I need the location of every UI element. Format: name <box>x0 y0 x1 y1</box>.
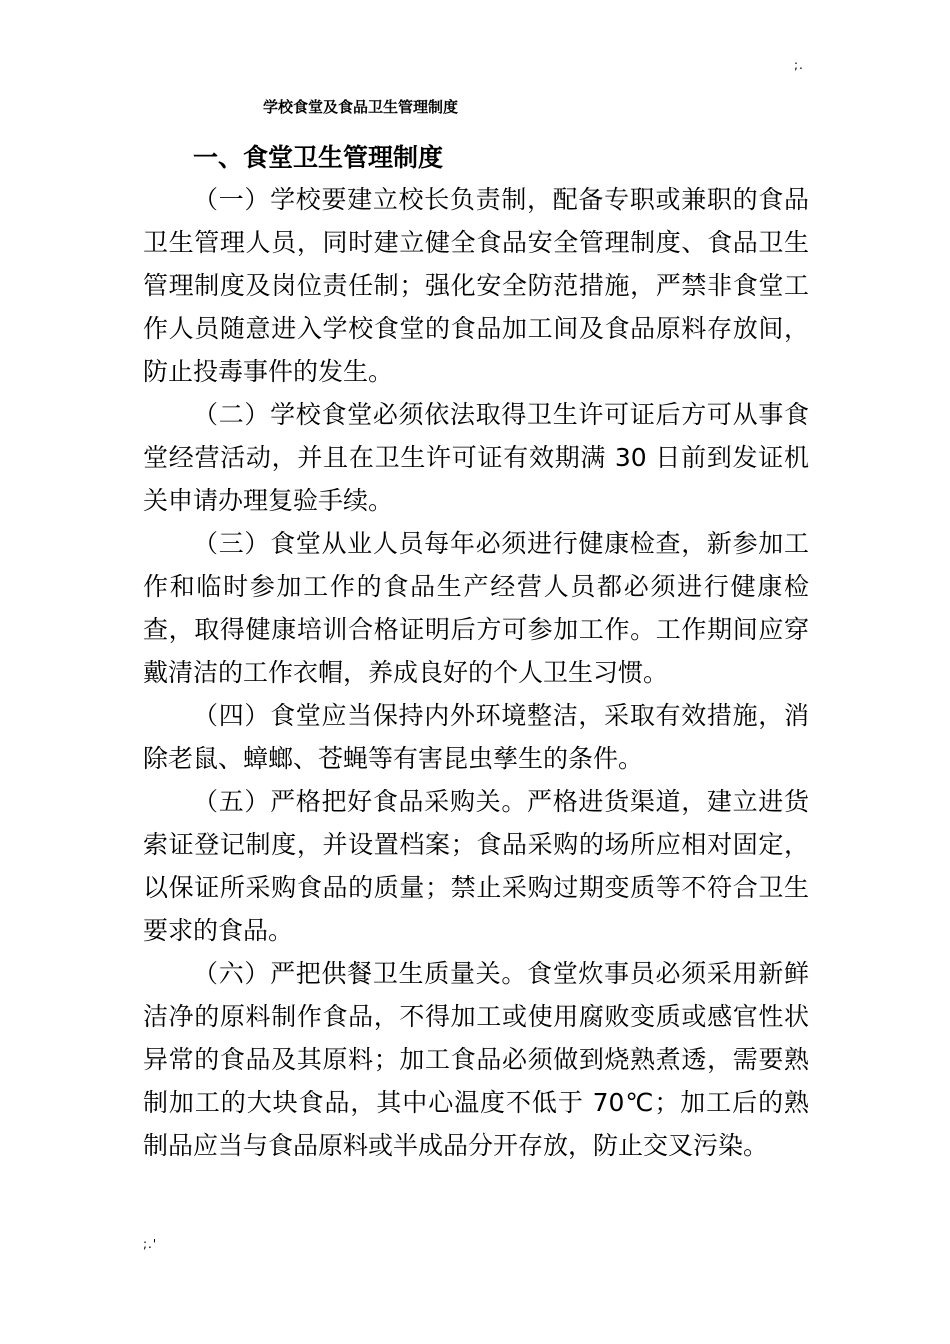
paragraph-5: （五）严格把好食品采购关。严格进货渠道，建立进货索证登记制度，并设置档案；食品采购的场所应相对固定，以保证所采购食品的质量；禁止采购过期变质等不符合卫生要求的食品。 <box>143 787 809 945</box>
paragraph-2: （二）学校食堂必须依法取得卫生许可证后方可从事食堂经营活动，并且在卫生许可证有效期满 30 日前到发证机关申请办理复验手续。 <box>143 400 809 515</box>
paragraph-3: （三）食堂从业人员每年必须进行健康检查，新参加工作和临时参加工作的食品生产经营人员都必须进行健康检查，取得健康培训合格证明后方可参加工作。工作期间应穿戴清洁的工作衣帽，养成良好的个人卫生习惯。 <box>143 529 809 687</box>
section-heading: 一、食堂卫生管理制度 <box>193 143 444 172</box>
paragraph-6: （六）严把供餐卫生质量关。食堂炊事员必须采用新鲜洁净的原料制作食品，不得加工或使用腐败变质或感官性状异常的食品及其原料；加工食品必须做到烧熟煮透，需要熟制加工的大块食品，其中心温度不低于 70℃；加工后的熟制品应当与食品原料或半成品分开存放，防止交叉污染。 <box>143 959 809 1160</box>
document-body <box>143 178 809 1167</box>
header-mark: ;. <box>794 58 804 72</box>
document-title: 学校食堂及食品卫生管理制度 <box>263 98 459 116</box>
paragraph-4: （四）食堂应当保持内外环境整洁，采取有效措施，消除老鼠、蟑螂、苍蝇等有害昆虫孳生的条件。 <box>143 701 809 773</box>
footer-mark: ;.' <box>143 1237 158 1251</box>
paragraph-1: （一）学校要建立校长负责制，配备专职或兼职的食品卫生管理人员，同时建立健全食品安全管理制度、食品卫生管理制度及岗位责任制；强化安全防范措施，严禁非食堂工作人员随意进入学校食堂的食品加工间及食品原料存放间，防止投毒事件的发生。 <box>143 185 809 386</box>
